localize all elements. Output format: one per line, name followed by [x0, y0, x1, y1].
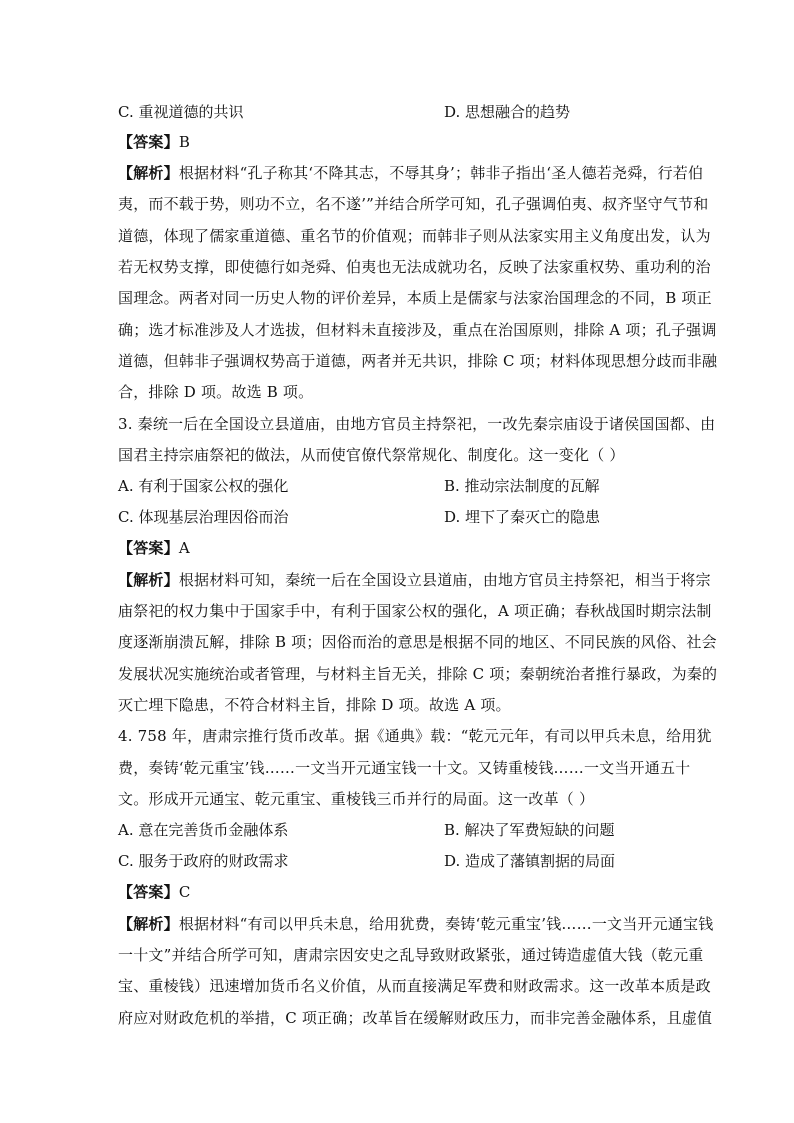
- q4-analysis-line-3: 宝、重棱钱）迅速增加货币名义价值，从而直接满足军费和财政需求。这一改革本质是政: [118, 977, 711, 995]
- q4-analysis-line-1: [118, 914, 714, 934]
- analysis-tag: 【解析】: [118, 571, 179, 589]
- analysis-text: 根据材料“孔子称其‘不降其志，不辱其身’；韩非子指出‘圣人德若尧舜，行若伯: [178, 164, 704, 182]
- answer-value: C: [178, 883, 191, 901]
- q4-stem-line-2: 费，奏铸‘乾元重宝’钱……一文当开元通宝钱一十文。又铸重棱钱……一文当开通五十: [118, 759, 691, 777]
- q2-analysis-line-7: 道德，但韩非子强调权势高于道德，两者并无共识，排除 C 项；材料体现思想分歧而非融: [118, 352, 718, 370]
- answer-value: A: [178, 539, 190, 557]
- q3-analysis-line-1: [118, 570, 711, 590]
- q2-analysis-line-2: 夷，而不载于势，则功不立，名不遂’”并结合所学可知，孔子强调伯夷、叔齐坚守气节和: [118, 195, 709, 213]
- q2-analysis-line-3: 道德，体现了儒家重道德、重名节的价值观；而韩非子则从法家实用主义角度出发，认为: [118, 227, 711, 245]
- q4-stem-line-3: 文。形成开元通宝、乾元重宝、重棱钱三币并行的局面。这一改革（ ）: [118, 790, 595, 808]
- q3-analysis-line-3: 度逐渐崩溃瓦解，排除 B 项；因俗而治的意思是根据不同的地区、不同民族的风俗、社会: [118, 633, 717, 651]
- answer-tag: 【答案】: [118, 539, 179, 557]
- q3-stem-line-2: 国君主持宗庙祭祀的做法，从而使官僚代祭常规化、制度化。这一变化（ ）: [118, 446, 625, 464]
- q4-stem-line-1: 4. 758 年，唐肃宗推行货币改革。据《通典》载：“乾元元年，有司以甲兵未息，给用犹: [118, 727, 712, 745]
- q2-analysis-line-8: 合，排除 D 项。故选 B 项。: [118, 383, 314, 401]
- q3-analysis-line-5: 灭亡埋下隐患，不符合材料主旨，排除 D 项。故选 A 项。: [118, 696, 511, 714]
- q4-answer-row: [118, 882, 678, 902]
- q3-analysis-line-4: 发展状况实施统治或者管理，与材料主旨无关，排除 C 项；秦朝统治者推行暴政，为秦的: [118, 665, 718, 683]
- q3-stem-line-1: 3. 秦统一后在全国设立县道庙，由地方官员主持祭祀，一改先秦宗庙设于诸侯国国都、由: [118, 415, 716, 433]
- q2-analysis-line-6: 确；选才标准涉及人才选拔，但材料未直接涉及，重点在治国原则，排除 A 项；孔子强调: [118, 321, 717, 339]
- q2-analysis-line-5: 国理念。两者对同一历史人物的评价差异，本质上是儒家与法家治国理念的不同，B 项正: [118, 289, 712, 307]
- analysis-tag: 【解析】: [118, 164, 179, 182]
- analysis-tag: 【解析】: [118, 915, 179, 933]
- analysis-text: 根据材料可知，秦统一后在全国设立县道庙，由地方官员主持祭祀，相当于将宗: [178, 571, 711, 589]
- q3-analysis-line-2: 庙祭祀的权力集中于国家手中，有利于国家公权的强化，A 项正确；春秋战国时期宗法制: [118, 602, 712, 620]
- q2-option-c: C. 重视道德的共识: [118, 103, 244, 121]
- q2-analysis-line-1: [118, 163, 704, 183]
- q4-option-d: D. 造成了藩镇割据的局面: [444, 852, 616, 870]
- q4-option-a: A. 意在完善货币金融体系: [118, 821, 289, 839]
- q3-option-d: D. 埋下了秦灭亡的隐患: [444, 508, 601, 526]
- q4-option-c: C. 服务于政府的财政需求: [118, 852, 289, 870]
- q4-analysis-line-4: 府应对财政危机的举措，C 项正确；改革旨在缓解财政压力，而非完善金融体系，且虚值: [118, 1009, 713, 1027]
- answer-value: B: [178, 133, 191, 151]
- answer-tag: 【答案】: [118, 133, 179, 151]
- q2-analysis-line-4: 若无权势支撑，即使德行如尧舜、伯夷也无法成就功名，反映了法家重权势、重功利的治: [118, 258, 711, 276]
- q4-option-b: B. 解决了军费短缺的问题: [444, 821, 615, 839]
- q4-analysis-line-2: 一十文”并结合所学可知，唐肃宗因安史之乱导致财政紧张，通过铸造虚值大钱（乾元重: [118, 946, 704, 964]
- q3-answer-row: [118, 538, 678, 558]
- answer-tag: 【答案】: [118, 883, 179, 901]
- q3-option-a: A. 有利于国家公权的强化: [118, 477, 289, 495]
- q3-option-c: C. 体现基层治理因俗而治: [118, 508, 289, 526]
- q2-answer-row: [118, 132, 678, 152]
- q3-option-b: B. 推动宗法制度的瓦解: [444, 477, 600, 495]
- analysis-text: 根据材料“有司以甲兵未息，给用犹费，奏铸‘乾元重宝’钱……一文当开元通宝钱: [178, 915, 714, 933]
- q2-option-d: D. 思想融合的趋势: [444, 103, 571, 121]
